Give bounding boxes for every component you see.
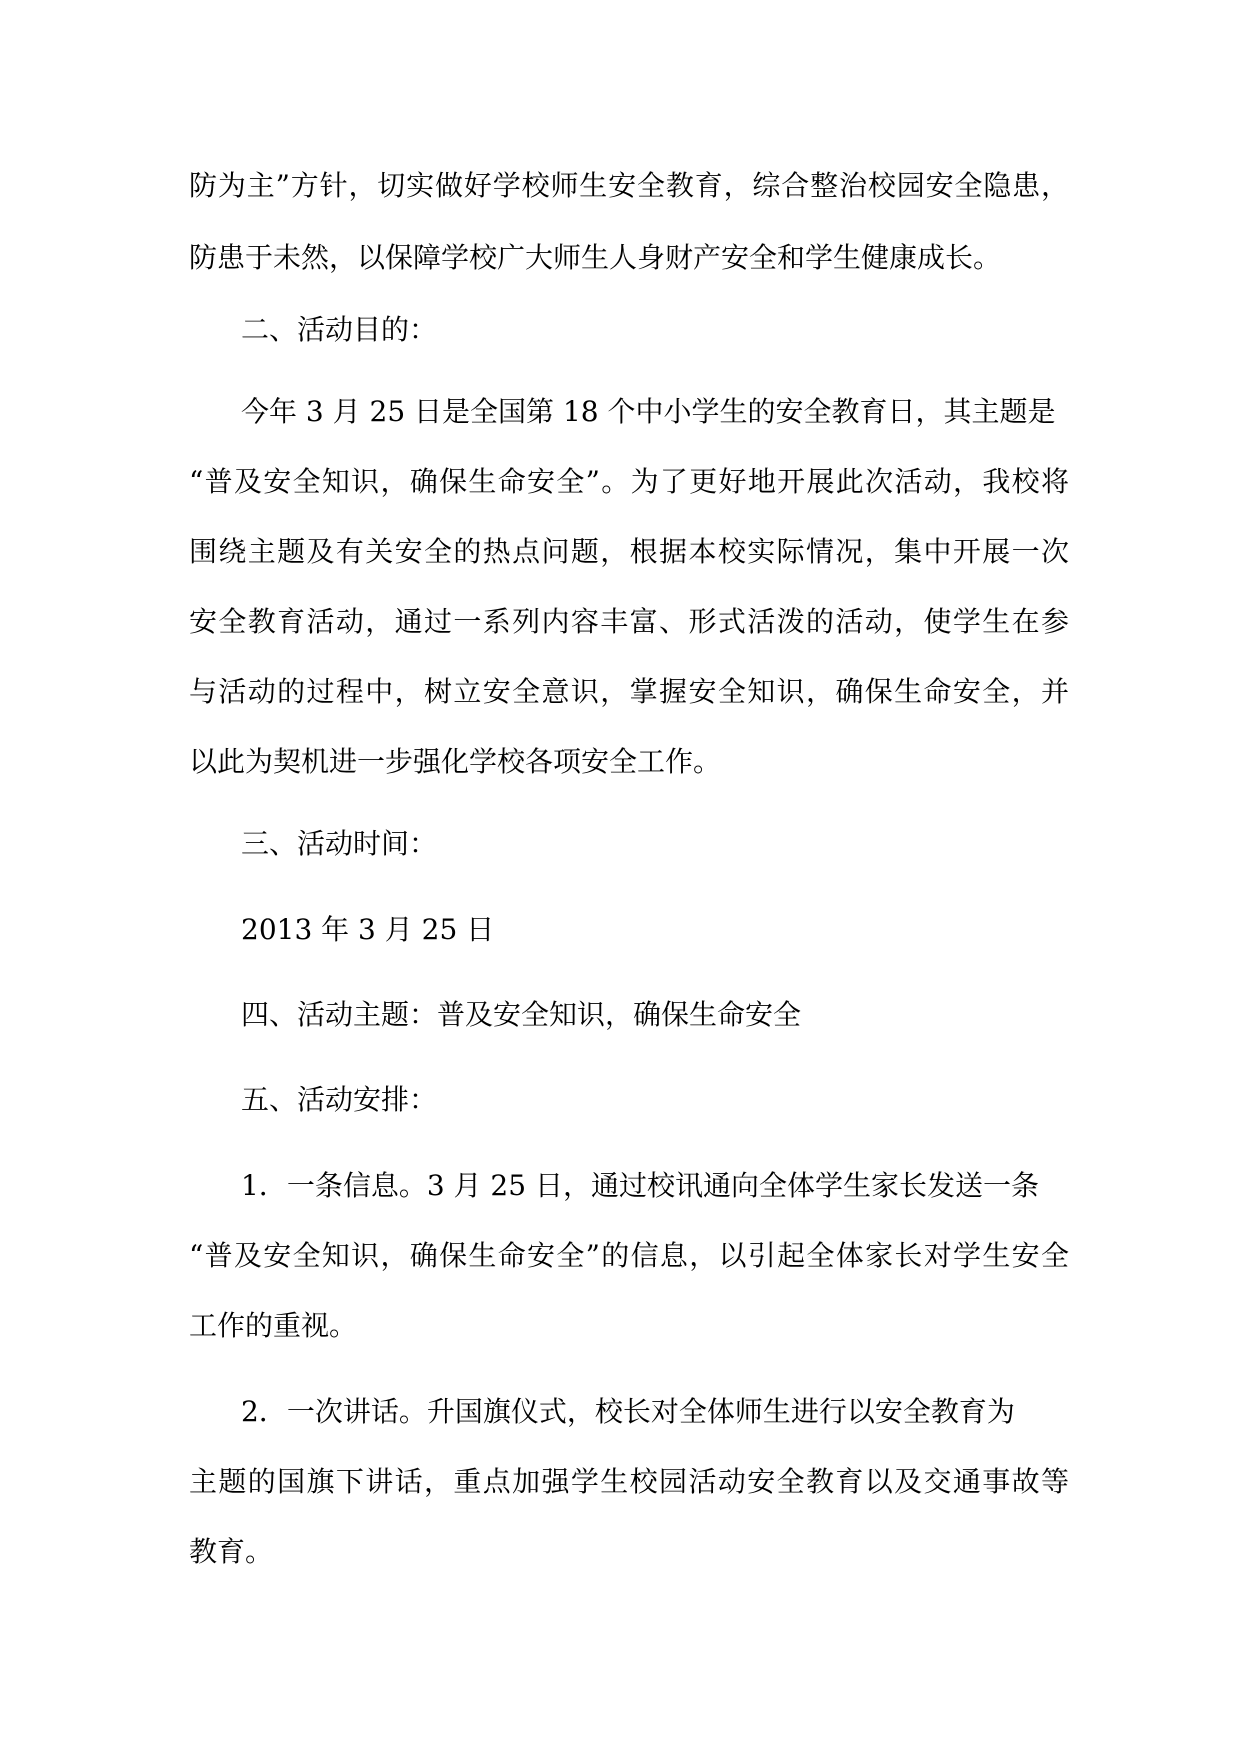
purpose-line-5: 与活动的过程中，树立安全意识，掌握安全知识，确保生命安全，并 [189, 675, 1069, 708]
section-heading-time: 三、活动时间： [241, 827, 438, 860]
purpose-line-1: 今年 3 月 25 日是全国第 18 个中小学生的安全教育日，其主题是 [241, 395, 1056, 428]
item-1-line-3: 工作的重视。 [189, 1309, 358, 1342]
item-2-line-3: 教育。 [189, 1535, 274, 1568]
purpose-line-2: “普及安全知识，确保生命安全”。为了更好地开展此次活动，我校将 [189, 465, 1069, 498]
item-2-line-2: 主题的国旗下讲话，重点加强学生校园活动安全教育以及交通事故等 [189, 1465, 1069, 1498]
section-heading-theme: 四、活动主题：普及安全知识，确保生命安全 [241, 998, 802, 1031]
paragraph-1-line-2: 防患于未然，以保障学校广大师生人身财产安全和学生健康成长。 [189, 241, 1002, 274]
activity-date: 2013 年 3 月 25 日 [241, 913, 495, 946]
section-heading-purpose: 二、活动目的： [241, 313, 438, 346]
purpose-line-4: 安全教育活动，通过一系列内容丰富、形式活泼的活动，使学生在参 [189, 605, 1069, 638]
item-1-line-2: “普及安全知识，确保生命安全”的信息，以引起全体家长对学生安全 [189, 1239, 1069, 1272]
item-1-line-1: 1．一条信息。3 月 25 日，通过校讯通向全体学生家长发送一条 [241, 1169, 1039, 1202]
purpose-line-3: 围绕主题及有关安全的热点问题，根据本校实际情况，集中开展一次 [189, 535, 1069, 568]
paragraph-1-line-1: 防为主”方针，切实做好学校师生安全教育，综合整治校园安全隐患， [189, 169, 1069, 202]
item-2-line-1: 2．一次讲话。升国旗仪式，校长对全体师生进行以安全教育为 [241, 1395, 1015, 1428]
section-heading-arrangement: 五、活动安排： [241, 1083, 438, 1116]
purpose-line-6: 以此为契机进一步强化学校各项安全工作。 [189, 745, 722, 778]
